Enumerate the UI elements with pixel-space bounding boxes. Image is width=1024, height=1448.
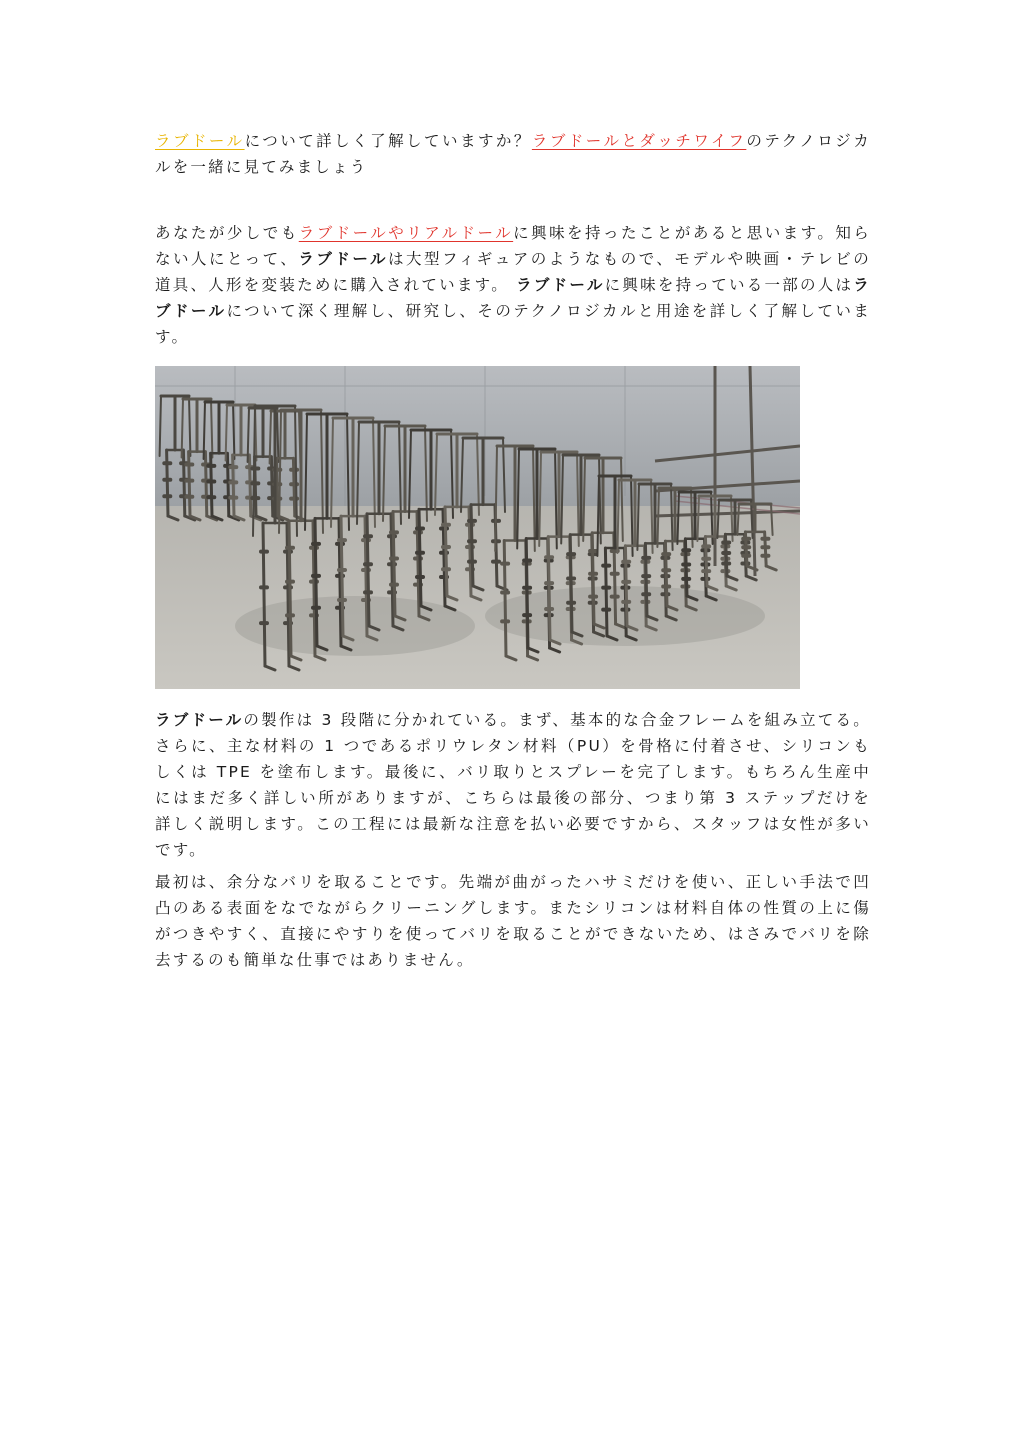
frame-rod: [419, 509, 421, 606]
frame-rod: [625, 546, 627, 626]
frame-rod: [605, 548, 607, 636]
para1-bold-3: ラブドール: [155, 276, 871, 320]
para1-text-2: に興味を持ったことがあると思います。知らない人にとって、: [155, 224, 871, 268]
intro-paragraph: [155, 128, 871, 180]
frame-rod: [570, 535, 572, 632]
frame-rod: [160, 396, 161, 456]
frame-rod: [367, 514, 369, 626]
para1-text-5: について深く理解し、研究し、そのテクノロジカルと用途を詳しく了解しています。: [155, 302, 871, 346]
frame-rod: [289, 521, 291, 656]
frame-rod: [189, 452, 190, 516]
frame-rod: [211, 453, 212, 516]
frame-rod: [227, 453, 228, 516]
frame-rod: [277, 458, 278, 516]
frame-rod: [341, 516, 343, 636]
frame-rod: [182, 399, 183, 458]
frame-rod: [393, 512, 395, 617]
frame-rod: [445, 507, 447, 596]
frame-rod: [263, 523, 265, 666]
frame-rod: [233, 402, 234, 459]
frame-rod: [249, 455, 250, 516]
frame-rod: [270, 411, 271, 464]
para1-bold-1: ラブドール: [298, 250, 389, 268]
frame-rod: [504, 541, 506, 657]
para1-text-1: あなたが少しでも: [155, 224, 299, 242]
frame-rod: [725, 534, 727, 576]
frame-rod: [226, 405, 227, 461]
document-body: [155, 128, 871, 973]
intro-text-1: について詳しく了解していますか？: [244, 132, 532, 150]
lovedoll-dutchwife-link[interactable]: ラブドールとダッチワイフ: [531, 132, 747, 150]
frame-rod: [471, 505, 473, 586]
lovedoll-realdoll-link[interactable]: ラブドールやリアルドール: [298, 224, 514, 242]
frame-rod: [705, 537, 707, 587]
skeleton-frames-photo: [155, 366, 800, 689]
para1-bold-2: ラブドール: [516, 276, 605, 294]
frame-rod: [665, 541, 667, 606]
para1-text-4: に興味を持っている一部の人は: [604, 276, 854, 294]
frame-rod: [211, 399, 212, 458]
frame-rod: [271, 457, 272, 516]
frame-rod: [293, 458, 294, 516]
frame-rod: [645, 543, 647, 616]
frame-rod: [189, 396, 190, 456]
frame-rod: [526, 539, 528, 648]
paragraph-3: [155, 869, 871, 973]
lovedoll-link[interactable]: ラブドール: [155, 132, 245, 150]
paragraph-2: [155, 707, 871, 863]
intro-text-2: のテクノロジカルを一緒に見てみましょう: [155, 132, 871, 176]
para2-bold-1: ラブドール: [155, 711, 244, 729]
para2-text-1: の製作は 3 段階に分かれている。まず、基本的な合金フレームを組み立てる。さらに、主な材料の 1 つであるポリウレタン材料（PU）を骨格に付着させ、シリコンもしくは TPE を塗布します。最後に、バリ取りとスプレーを完了します。もちろん生産中にはまだ多く詳しい所がありますが、こちらは最後の部分、つまり第 3 ステップだけを詳しく説明します。この工程には最新な注意を払い必要ですから、スタッフは女性が多いです。: [155, 711, 871, 859]
para3-text-1: 最初は、余分なバリを取ることです。先端が曲がったハサミだけを使い、正しい手法で凹凸のある表面をなでながらクリーニングします。またシリコンは材料自体の性質の上に傷がつきやすく、直接にやすりを使ってバリを取ることができないため、はさみでバリを除去するのも簡単な仕事ではありません。: [155, 873, 871, 969]
frame-rod: [204, 402, 205, 459]
frame-rod: [548, 537, 550, 640]
frame-rod: [233, 455, 234, 516]
para1-text-3: は大型フィギュアのようなもので、モデルや映画・テレビの道具、人形を変装ために購入されています。: [155, 250, 871, 294]
frame-rod: [248, 408, 249, 462]
frame-rod: [685, 539, 687, 596]
frame-rod: [277, 408, 278, 462]
frame-rod: [205, 452, 206, 516]
frame-rod: [183, 450, 184, 516]
paragraph-1: [155, 220, 871, 350]
frame-rod: [167, 450, 168, 516]
frame-rod: [315, 518, 317, 646]
frame-rod: [592, 533, 594, 624]
